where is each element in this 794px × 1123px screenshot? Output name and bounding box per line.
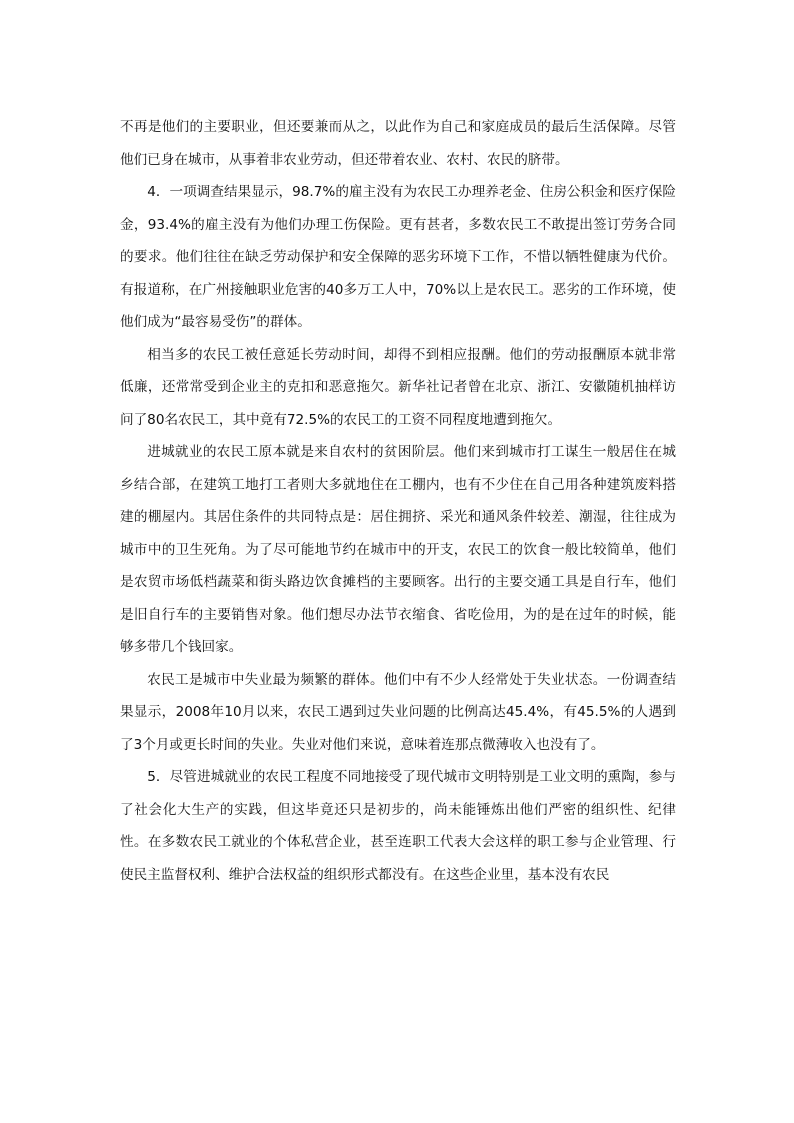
document-body bbox=[120, 111, 676, 891]
paragraph-3: 相当多的农民工被任意延长劳动时间，却得不到相应报酬。他们的劳动报酬原本就非常低廉，还常常受到企业主的克扣和恶意拖欠。新华社记者曾在北京、浙江、安徽随机抽样访问了80名农民工，其中竟有72.5%的农民工的工资不同程度地遭到拖欠。 bbox=[120, 346, 676, 428]
paragraph-4: 进城就业的农民工原本就是来自农村的贫困阶层。他们来到城市打工谋生一般居住在城乡结合部，在建筑工地打工者则大多就地住在工棚内，也有不少住在自己用各种建筑废料搭建的棚屋内。其居住条件的共同特点是：居住拥挤、采光和通风条件较差、潮湿，往往成为城市中的卫生死角。为了尽可能地节约在城市中的开支，农民工的饮食一般比较简单，他们是农贸市场低档蔬菜和街头路边饮食摊档的主要顾客。出行的主要交通工具是自行车，他们是旧自行车的主要销售对象。他们想尽办法节衣缩食、省吃俭用，为的是在过年的时候，能够多带几个钱回家。 bbox=[120, 444, 676, 655]
paragraph-1: 不再是他们的主要职业，但还要兼而从之，以此作为自己和家庭成员的最后生活保障。尽管他们已身在城市，从事着非农业劳动，但还带着农业、农村、农民的脐带。 bbox=[120, 119, 676, 168]
paragraph-6: 5．尽管进城就业的农民工程度不同地接受了现代城市文明特别是工业文明的熏陶，参与了社会化大生产的实践，但这毕竟还只是初步的，尚未能锤炼出他们严密的组织性、纪律性。在多数农民工就业的个体私营企业，甚至连职工代表大会这样的职工参与企业管理、行使民主监督权利、维护合法权益的组织形式都没有。在这些企业里，基本没有农民 bbox=[120, 769, 676, 883]
paragraph-5: 农民工是城市中失业最为频繁的群体。他们中有不少人经常处于失业状态。一份调查结果显示，2008年10月以来，农民工遇到过失业问题的比例高达45.4%，有45.5%的人遇到了3个月或更长时间的失业。失业对他们来说，意味着连那点微薄收入也没有了。 bbox=[120, 671, 676, 753]
paragraph-2: 4．一项调查结果显示，98.7%的雇主没有为农民工办理养老金、住房公积金和医疗保险金，93.4%的雇主没有为他们办理工伤保险。更有甚者，多数农民工不敢提出签订劳务合同的要求。他们往往在缺乏劳动保护和安全保障的恶劣环境下工作，不惜以牺牲健康为代价。有报道称，在广州接触职业危害的40多万工人中，70%以上是农民工。恶劣的工作环境，使他们成为“最容易受伤”的群体。 bbox=[120, 184, 676, 330]
